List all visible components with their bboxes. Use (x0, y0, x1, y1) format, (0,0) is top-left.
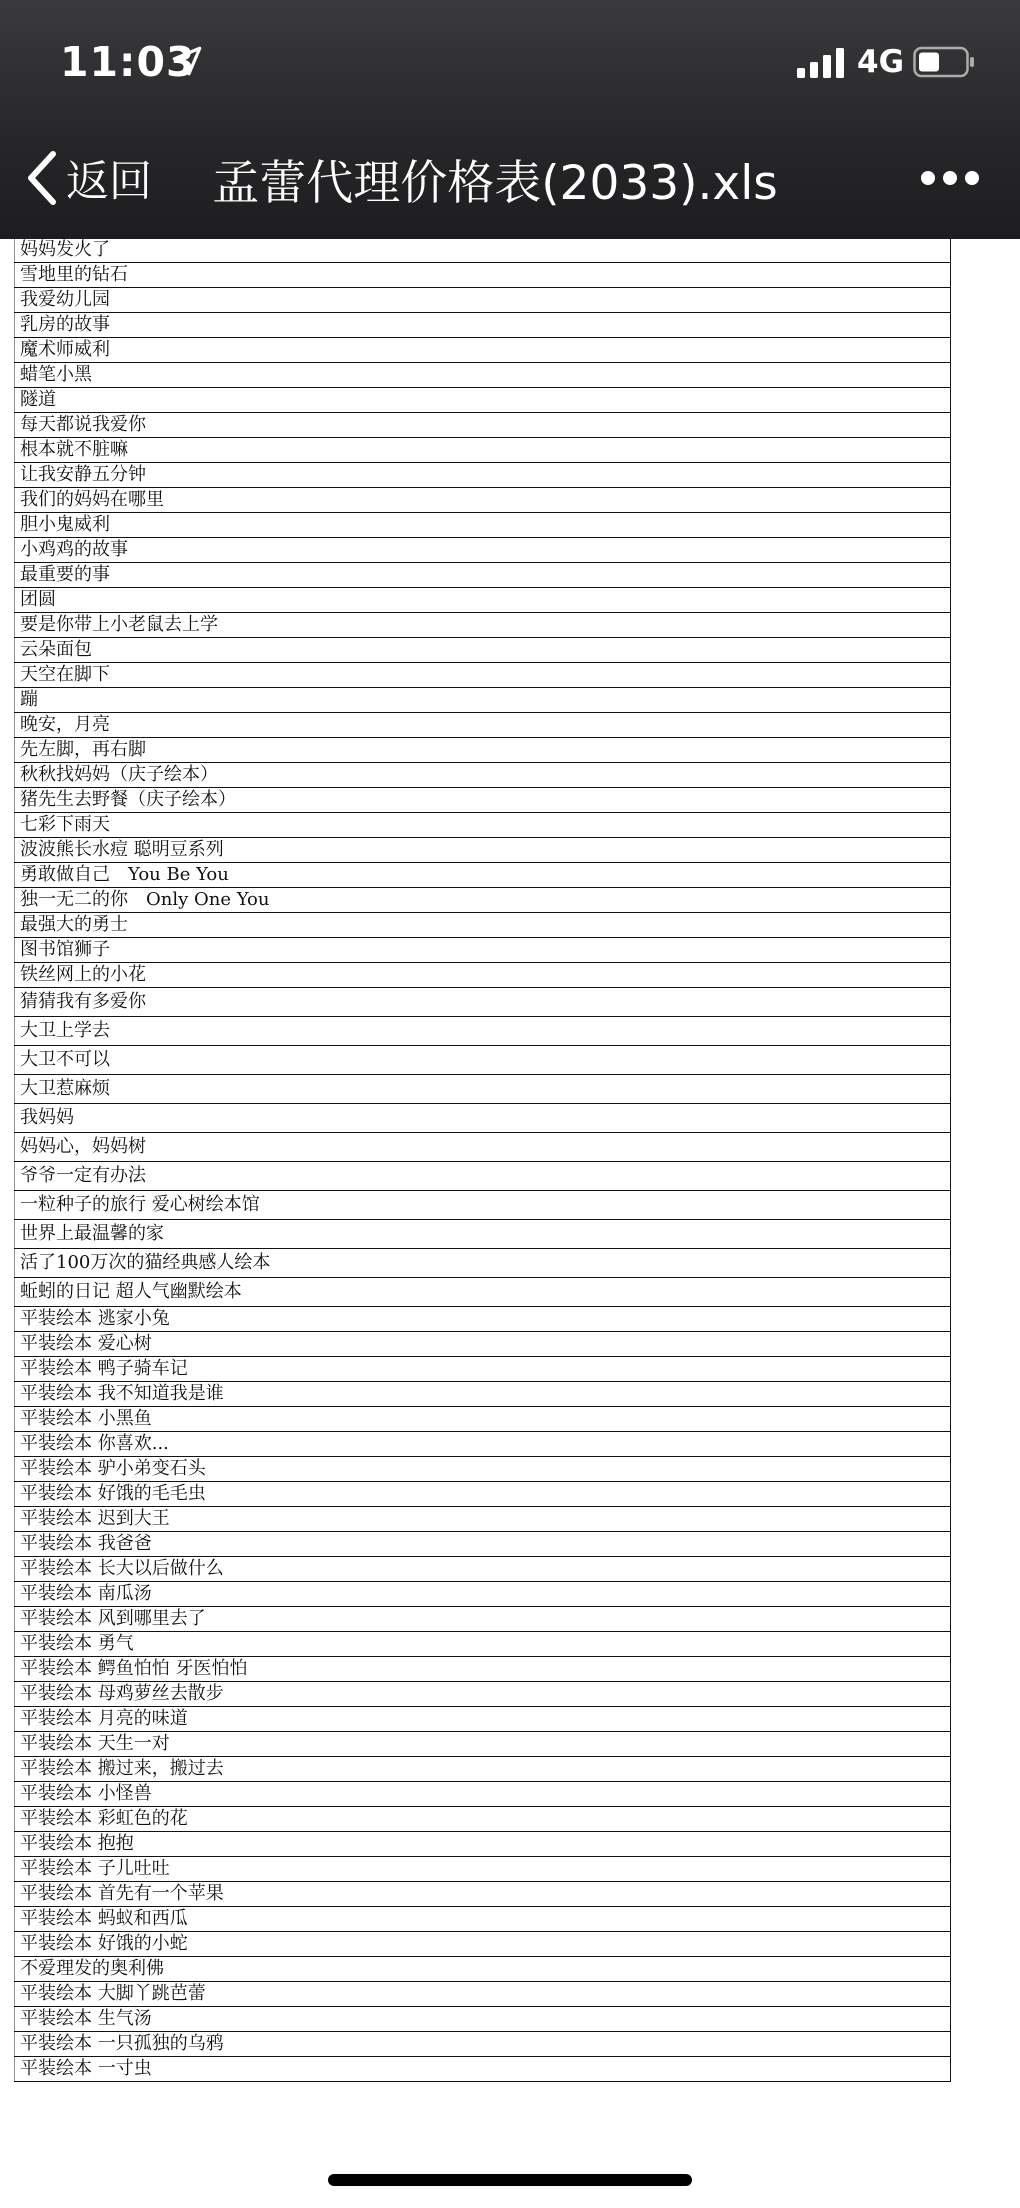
table-row (15, 1046, 951, 1075)
table-row (15, 1017, 951, 1046)
sheet-cell[interactable]: 要是你带上小老鼠去上学 (15, 613, 951, 638)
table-row (15, 913, 951, 938)
sheet-cell[interactable]: 平装绘本 天生一对 (15, 1732, 951, 1757)
spreadsheet[interactable] (14, 212, 951, 2082)
page-title: 孟蕾代理价格表(2033).xls (212, 156, 778, 211)
sheet-cell[interactable]: 每天都说我爱你 (15, 413, 951, 438)
sheet-cell[interactable]: 云朵面包 (15, 638, 951, 663)
table-row (15, 438, 951, 463)
sheet-cell[interactable]: 晚安，月亮 (15, 713, 951, 738)
sheet-cell[interactable]: 小鸡鸡的故事 (15, 538, 951, 563)
sheet-cell[interactable]: 世界上最温馨的家 (15, 1220, 951, 1249)
sheet-cell[interactable]: 猜猜我有多爱你 (15, 988, 951, 1017)
sheet-cell[interactable]: 独一无二的你 Only One You (15, 888, 951, 913)
table-row (15, 1932, 951, 1957)
table-row (15, 1657, 951, 1682)
table-row (15, 838, 951, 863)
sheet-cell[interactable]: 图书馆狮子 (15, 938, 951, 963)
table-row (15, 1432, 951, 1457)
table-row (15, 1507, 951, 1532)
table-row (15, 338, 951, 363)
sheet-cell[interactable]: 我爱幼儿园 (15, 288, 951, 313)
table-row (15, 1133, 951, 1162)
sheet-cell[interactable]: 蜡笔小黑 (15, 363, 951, 388)
table-row (15, 738, 951, 763)
table-row (15, 863, 951, 888)
table-row (15, 1162, 951, 1191)
table-row (15, 1982, 951, 2007)
table-row (15, 1782, 951, 1807)
table-row (15, 588, 951, 613)
table-row (15, 413, 951, 438)
chevron-left-icon (26, 150, 58, 206)
sheet-cell[interactable]: 我们的妈妈在哪里 (15, 488, 951, 513)
sheet-cell[interactable]: 平装绘本 鸭子骑车记 (15, 1357, 951, 1382)
table-row (15, 2057, 951, 2082)
back-button[interactable] (26, 148, 152, 208)
table-row (15, 313, 951, 338)
table-row (15, 463, 951, 488)
sheet-cell[interactable]: 平装绘本 抱抱 (15, 1832, 951, 1857)
table-row (15, 638, 951, 663)
table-row (15, 1907, 951, 1932)
sheet-cell[interactable]: 最重要的事 (15, 563, 951, 588)
table-row (15, 1482, 951, 1507)
table-row (15, 713, 951, 738)
table-row (15, 1457, 951, 1482)
table-row (15, 363, 951, 388)
sheet-cell[interactable]: 平装绘本 长大以后做什么 (15, 1557, 951, 1582)
sheet-cell[interactable]: 平装绘本 迟到大王 (15, 1507, 951, 1532)
sheet-cell[interactable]: 波波熊长水痘 聪明豆系列 (15, 838, 951, 863)
network-type: 4G (857, 44, 905, 80)
sheet-cell[interactable]: 平装绘本 驴小弟变石头 (15, 1457, 951, 1482)
sheet-cell[interactable]: 平装绘本 大脚丫跳芭蕾 (15, 1982, 951, 2007)
table-row (15, 1220, 951, 1249)
sheet-cell[interactable]: 平装绘本 勇气 (15, 1632, 951, 1657)
table-row (15, 613, 951, 638)
battery-icon (913, 46, 975, 78)
table-row (15, 1857, 951, 1882)
table-row (15, 1807, 951, 1832)
table-row (15, 988, 951, 1017)
sheet-cell[interactable]: 平装绘本 南瓜汤 (15, 1582, 951, 1607)
table-row (15, 263, 951, 288)
table-row (15, 1632, 951, 1657)
sheet-cell[interactable]: 让我安静五分钟 (15, 463, 951, 488)
sheet-cell[interactable]: 活了100万次的猫经典感人绘本 (15, 1249, 951, 1278)
sheet-cell[interactable]: 平装绘本 好饿的小蛇 (15, 1932, 951, 1957)
table-row (15, 663, 951, 688)
sheet-cell[interactable]: 妈妈心，妈妈树 (15, 1133, 951, 1162)
table-row (15, 1732, 951, 1757)
sheet-cell[interactable]: 猪先生去野餐（庆子绘本） (15, 788, 951, 813)
ellipsis-icon[interactable] (918, 160, 982, 196)
table-row (15, 688, 951, 713)
sheet-cell[interactable]: 七彩下雨天 (15, 813, 951, 838)
table-row (15, 1582, 951, 1607)
status-time: 11:03 (60, 38, 196, 86)
sheet-cell[interactable]: 平装绘本 首先有一个苹果 (15, 1882, 951, 1907)
sheet-cell[interactable]: 平装绘本 月亮的味道 (15, 1707, 951, 1732)
table-row (15, 813, 951, 838)
sheet-cell[interactable]: 大卫不可以 (15, 1046, 951, 1075)
sheet-cell[interactable]: 胆小鬼威利 (15, 513, 951, 538)
table-row (15, 1957, 951, 1982)
sheet-cell[interactable]: 平装绘本 我不知道我是谁 (15, 1382, 951, 1407)
sheet-cell[interactable]: 铁丝网上的小花 (15, 963, 951, 988)
location-arrow-icon (170, 44, 204, 78)
sheet-cell[interactable]: 平装绘本 爱心树 (15, 1332, 951, 1357)
sheet-cell[interactable]: 大卫惹麻烦 (15, 1075, 951, 1104)
home-indicator (328, 2174, 692, 2186)
table-row (15, 963, 951, 988)
sheet-cell[interactable]: 平装绘本 逃家小兔 (15, 1307, 951, 1332)
sheet-cell[interactable]: 一粒种子的旅行 爱心树绘本馆 (15, 1191, 951, 1220)
sheet-cell[interactable]: 爷爷一定有办法 (15, 1162, 951, 1191)
table-row (15, 288, 951, 313)
table-row (15, 563, 951, 588)
sheet-cell[interactable]: 最强大的勇士 (15, 913, 951, 938)
table-row (15, 1407, 951, 1432)
table-row (15, 2032, 951, 2057)
sheet-cell[interactable]: 乳房的故事 (15, 313, 951, 338)
table-row (15, 1075, 951, 1104)
sheet-cell[interactable]: 天空在脚下 (15, 663, 951, 688)
sheet-cell[interactable]: 魔术师威利 (15, 338, 951, 363)
sheet-cell[interactable]: 根本就不脏嘛 (15, 438, 951, 463)
sheet-cell[interactable]: 妈妈发火了 (15, 238, 951, 263)
sheet-cell[interactable]: 平装绘本 一只孤独的乌鸦 (15, 2032, 951, 2057)
table-row (15, 1249, 951, 1278)
table-row (15, 538, 951, 563)
sheet-cell[interactable]: 秋秋找妈妈（庆子绘本） (15, 763, 951, 788)
table-row (15, 488, 951, 513)
sheet-cell[interactable]: 平装绘本 彩虹色的花 (15, 1807, 951, 1832)
sheet-cell[interactable]: 先左脚，再右脚 (15, 738, 951, 763)
sheet-cell[interactable]: 平装绘本 一寸虫 (15, 2057, 951, 2082)
table-row (15, 1607, 951, 1632)
table-row (15, 1382, 951, 1407)
table-row (15, 938, 951, 963)
sheet-cell[interactable]: 雪地里的钻石 (15, 263, 951, 288)
sheet-cell[interactable]: 平装绘本 生气汤 (15, 2007, 951, 2032)
table-row (15, 1104, 951, 1133)
sheet-cell[interactable]: 平装绘本 子儿吐吐 (15, 1857, 951, 1882)
sheet-cell[interactable]: 我妈妈 (15, 1104, 951, 1133)
table-row (15, 1307, 951, 1332)
table-row (15, 1357, 951, 1382)
sheet-cell[interactable]: 不爱理发的奥利佛 (15, 1957, 951, 1982)
table-row (15, 763, 951, 788)
table-row (15, 888, 951, 913)
table-row (15, 238, 951, 263)
sheet-cell[interactable]: 平装绘本 好饿的毛毛虫 (15, 1482, 951, 1507)
sheet-cell[interactable]: 平装绘本 蚂蚁和西瓜 (15, 1907, 951, 1932)
sheet-cell[interactable]: 隧道 (15, 388, 951, 413)
sheet-cell[interactable]: 蹦 (15, 688, 951, 713)
sheet-table (14, 212, 951, 2082)
sheet-cell[interactable]: 平装绘本 搬过来，搬过去 (15, 1757, 951, 1782)
table-row (15, 1882, 951, 1907)
sheet-cell[interactable]: 平装绘本 风到哪里去了 (15, 1607, 951, 1632)
sheet-cell[interactable]: 平装绘本 母鸡萝丝去散步 (15, 1682, 951, 1707)
sheet-cell[interactable]: 蚯蚓的日记 超人气幽默绘本 (15, 1278, 951, 1307)
table-row (15, 513, 951, 538)
sheet-cell[interactable]: 大卫上学去 (15, 1017, 951, 1046)
table-row (15, 1757, 951, 1782)
sheet-cell[interactable]: 平装绘本 小黑鱼 (15, 1407, 951, 1432)
top-bar (0, 0, 1020, 239)
signal-bars-icon (797, 48, 847, 78)
sheet-cell[interactable]: 平装绘本 小怪兽 (15, 1782, 951, 1807)
sheet-cell[interactable]: 平装绘本 鳄鱼怕怕 牙医怕怕 (15, 1657, 951, 1682)
table-row (15, 1557, 951, 1582)
table-row (15, 1532, 951, 1557)
table-row (15, 1191, 951, 1220)
table-row (15, 1832, 951, 1857)
sheet-cell[interactable]: 平装绘本 你喜欢... (15, 1432, 951, 1457)
sheet-cell[interactable]: 平装绘本 我爸爸 (15, 1532, 951, 1557)
back-label: 返回 (66, 156, 152, 207)
sheet-cell[interactable]: 团圆 (15, 588, 951, 613)
sheet-cell[interactable]: 勇敢做自己 You Be You (15, 863, 951, 888)
table-row (15, 1707, 951, 1732)
table-row (15, 788, 951, 813)
table-row (15, 388, 951, 413)
table-row (15, 1278, 951, 1307)
table-row (15, 1332, 951, 1357)
table-row (15, 1682, 951, 1707)
table-row (15, 2007, 951, 2032)
